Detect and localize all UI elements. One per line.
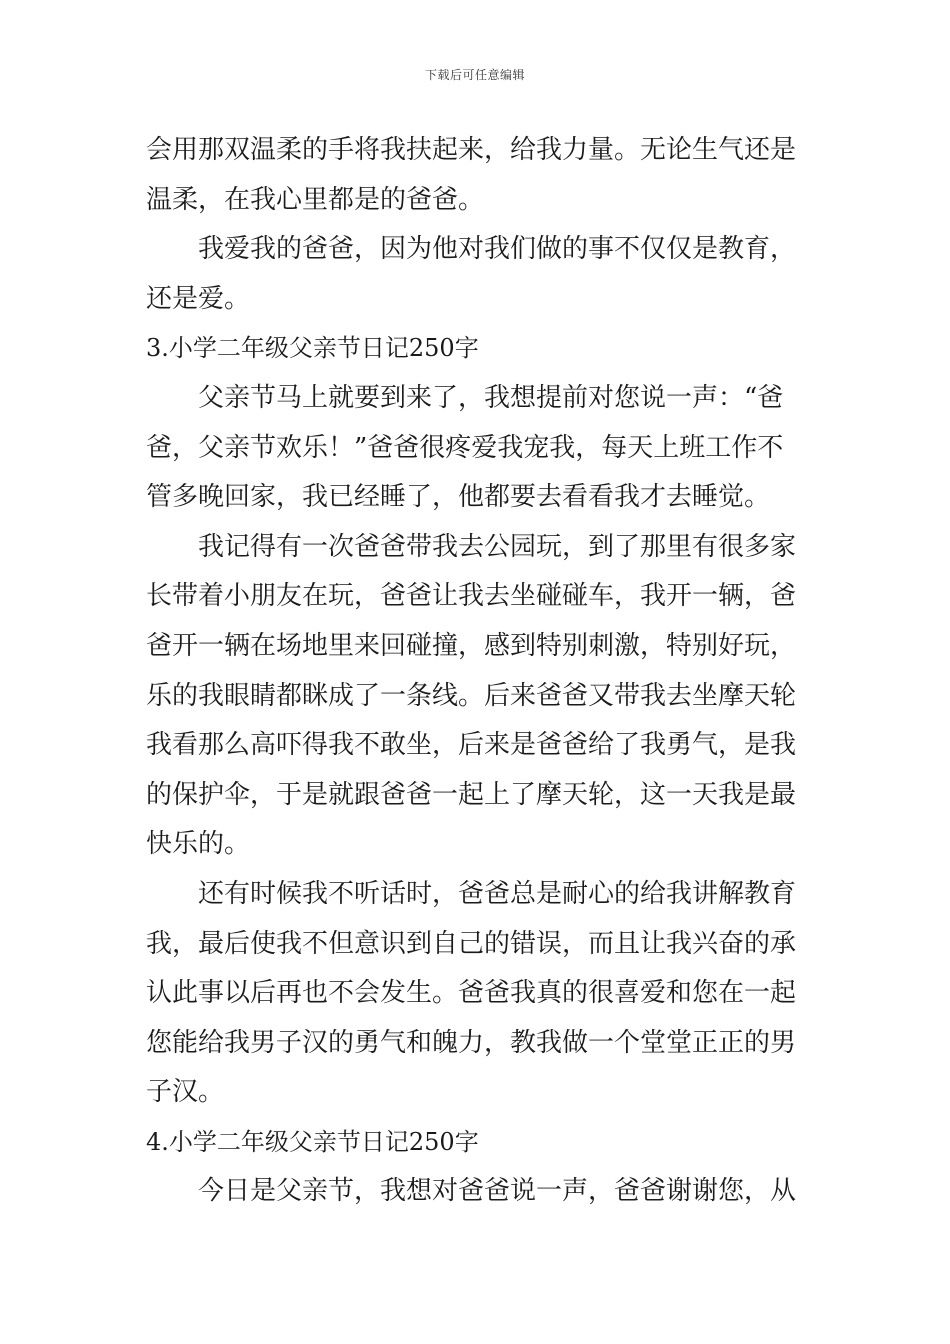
text-line: 长带着小朋友在玩，爸爸让我去坐碰碰车，我开一辆，爸 xyxy=(146,581,797,612)
text-line: 快乐的。 xyxy=(146,829,251,860)
text-line: 我，最后使我不但意识到自己的错误，而且让我兴奋的承 xyxy=(146,928,797,959)
text-line: 父亲节马上就要到来了，我想提前对您说一声：“爸 xyxy=(198,382,784,413)
text-line: 我看那么高吓得我不敢坐，后来是爸爸给了我勇气，是我 xyxy=(146,730,797,761)
text-line: 爸，父亲节欢乐！”爸爸很疼爱我宠我，每天上班工作不 xyxy=(146,432,784,463)
section-heading: 3.小学二年级父亲节日记250字 xyxy=(146,334,479,363)
text-line: 温柔，在我心里都是的爸爸。 xyxy=(146,184,485,215)
text-line: 还有时候我不听话时，爸爸总是耐心的给我讲解教育 xyxy=(198,878,797,909)
text-line: 还是爱。 xyxy=(146,283,251,314)
text-line: 认此事以后再也不会发生。爸爸我真的很喜爱和您在一起 xyxy=(146,978,797,1009)
header-note: 下载后可任意编辑 xyxy=(424,68,525,82)
text-line: 我记得有一次爸爸带我去公园玩，到了那里有很多家 xyxy=(198,531,797,562)
text-line: 您能给我男子汉的勇气和魄力，教我做一个堂堂正正的男 xyxy=(146,1027,797,1058)
text-line: 爸开一辆在场地里来回碰撞，感到特别刺激，特别好玩， xyxy=(146,630,797,661)
text-line: 我爱我的爸爸，因为他对我们做的事不仅仅是教育， xyxy=(198,234,797,265)
text-line: 今日是父亲节，我想对爸爸说一声，爸爸谢谢您，从 xyxy=(198,1176,797,1207)
text-line: 乐的我眼睛都眯成了一条线。后来爸爸又带我去坐摩天轮 xyxy=(146,680,797,711)
section-heading: 4.小学二年级父亲节日记250字 xyxy=(146,1127,479,1156)
text-line: 会用那双温柔的手将我扶起来，给我力量。无论生气还是 xyxy=(146,135,797,165)
document-body xyxy=(146,126,808,1217)
text-line: 子汉。 xyxy=(146,1077,225,1108)
text-line: 管多晚回家，我已经睡了，他都要去看看我才去睡觉。 xyxy=(146,482,771,513)
text-line: 的保护伞，于是就跟爸爸一起上了摩天轮，这一天我是最 xyxy=(146,779,797,810)
